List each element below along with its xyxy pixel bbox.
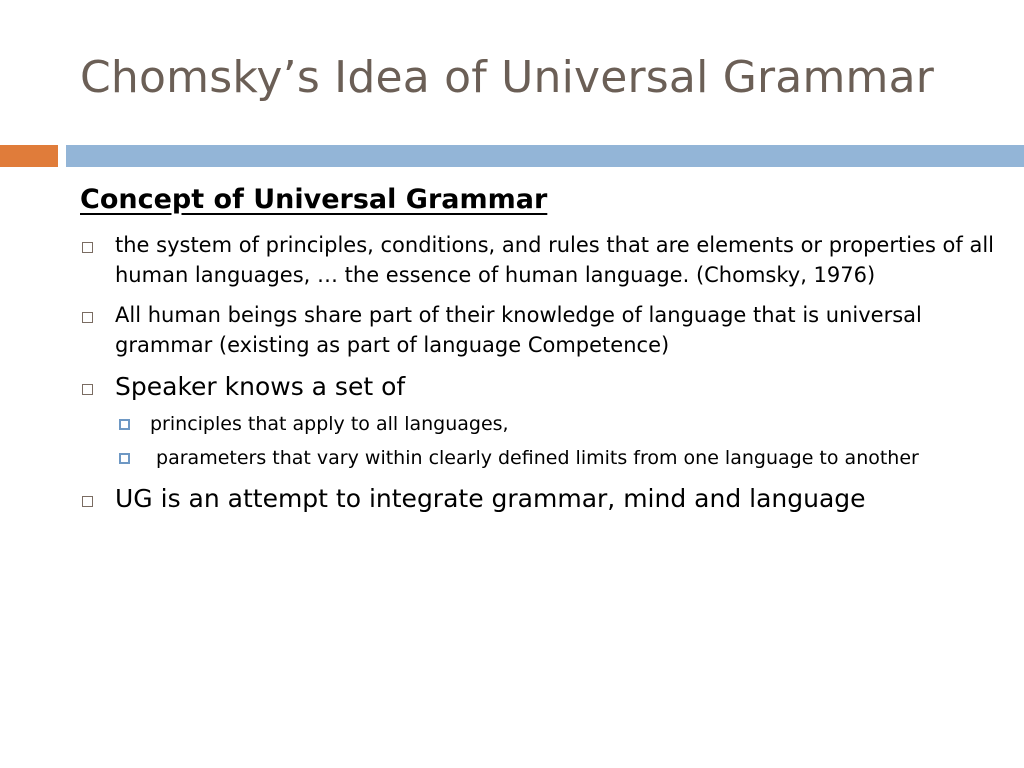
bullet-item xyxy=(80,230,1000,290)
sub-bullet-text: principles that apply to all languages, xyxy=(150,413,509,435)
sub-bullet-list xyxy=(115,410,1000,472)
bullet-text: the system of principles, conditions, and rules that are elements or properties of all human languages, … the essence of human language. (Chomsky, 1976) xyxy=(115,233,995,287)
sub-bullet-item xyxy=(115,410,1000,438)
bullet-item xyxy=(80,300,1000,360)
section-heading: Concept of Universal Grammar xyxy=(80,184,548,215)
blue-square-bullet-icon xyxy=(119,453,130,464)
square-bullet-icon xyxy=(82,496,93,507)
bullet-item xyxy=(80,482,1000,516)
bullet-text: Speaker knows a set of xyxy=(115,372,406,401)
blue-square-bullet-icon xyxy=(119,419,130,430)
square-bullet-icon xyxy=(82,312,93,323)
sub-bullet-text: parameters that vary within clearly defined limits from one language to another xyxy=(150,447,919,469)
sub-bullet-item xyxy=(115,444,1000,472)
bullet-text: UG is an attempt to integrate grammar, mind and language xyxy=(115,484,866,513)
bullet-list xyxy=(80,230,1000,522)
accent-bar-orange xyxy=(0,145,58,167)
bullet-text: All human beings share part of their knowledge of language that is universal grammar (existing as part of language Competence) xyxy=(115,303,922,357)
accent-bar-blue xyxy=(66,145,1024,167)
bullet-item xyxy=(80,370,1000,404)
slide-title: Chomsky’s Idea of Universal Grammar xyxy=(80,52,935,103)
square-bullet-icon xyxy=(82,242,93,253)
square-bullet-icon xyxy=(82,384,93,395)
